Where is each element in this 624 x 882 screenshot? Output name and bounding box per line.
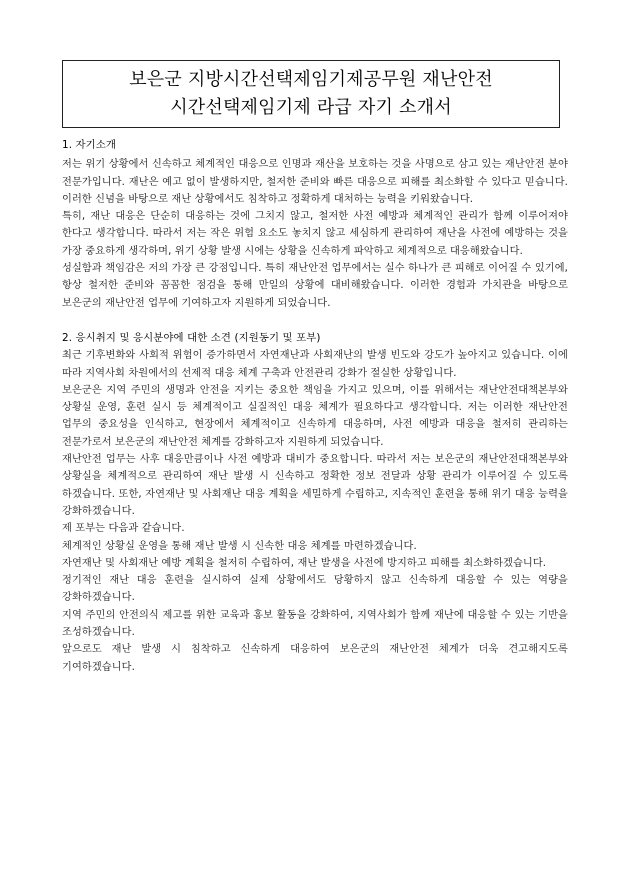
document-title-line-2: 시간선택제임기제 라급 자기 소개서 [170, 97, 452, 118]
paragraph: 자연재난 및 사회재난 예방 계획을 철저히 수립하여, 재난 발생을 사전에 방지하고 피해를 최소화하겠습니다. [62, 557, 547, 569]
paragraph: 재난안전 업무는 사후 대응만큼이나 사전 예방과 대비가 중요합니다. 따라서 저는 보은군의 재난안전대책본부와 상황실을 체계적으로 관리하여 재난 발생 시 신속하고 정확한 정보 전달과 상황 관리가 이루어질 수 있도록 하겠습니다. 또한, 자연재난 및 사회재난 대응 계획을 세밀하게 수립하고, 지속적인 훈련을 통해 위기 대응 능력을 강화하겠습니다. [62, 454, 568, 517]
paragraph: 저는 위기 상황에서 신속하고 체계적인 대응으로 인명과 재산을 보호하는 것을 사명으로 삼고 있는 재난안전 분야 전문가입니다. 재난은 예고 없이 발생하지만, 철저한 준비와 빠른 대응으로 피해를 최소화할 수 있다고 믿습니다. 이러한 신념을 바탕으로 재난 상황에서도 침착하고 정확하게 대처하는 능력을 키워왔습니다. [62, 159, 568, 205]
paragraph: 보은군은 지역 주민의 생명과 안전을 지키는 중요한 책임을 가지고 있으며, 이를 위해서는 재난안전대책본부와 상황실 운영, 훈련 실시 등 체계적이고 실질적인 대응 체계가 필요하다고 생각합니다. 저는 이러한 재난안전 업무의 중요성을 인식하고, 현장에서 체계적이고 신속하게 대응하며, 사전 예방과 대응을 철저히 관리하는 전문가로서 보은군의 재난안전 체계를 강화하고자 지원하게 되었습니다. [62, 384, 568, 448]
paragraph: 앞으로도 재난 발생 시 침착하고 신속하게 대응하여 보은군의 재난안전 체계가 더욱 견고해지도록 기여하겠습니다. [62, 644, 568, 673]
section-motivation [62, 330, 568, 676]
title-box [62, 60, 560, 128]
section-heading: 2. 응시취지 및 응시분야에 대한 소견 (지원동기 및 포부) [62, 331, 321, 344]
paragraph: 지역 주민의 안전의식 제고를 위한 교육과 홍보 활동을 강화하여, 지역사회가 함께 재난에 대응할 수 있는 기반을 조성하겠습니다. [62, 609, 568, 639]
paragraph: 특히, 재난 대응은 단순히 대응하는 것에 그치지 않고, 철저한 사전 예방과 체계적인 관리가 함께 이루어져야 한다고 생각합니다. 따라서 저는 작은 위험 요소도 놓치지 않고 세심하게 관리하여 재난을 사전에 예방하는 것을 가장 중요하게 생각하며, 위기 상황 발생 시에는 상황을 신속하게 파악하고 체계적으로 대응해왔습니다. [62, 211, 568, 257]
paragraph: 체계적인 상황실 운영을 통해 재난 발생 시 신속한 대응 체계를 마련하겠습니다. [62, 540, 417, 552]
document-title-line-1: 보은군 지방시간선택제임기제공무원 재난안전 [129, 69, 493, 90]
paragraph: 최근 기후변화와 사회적 위험이 증가하면서 자연재난과 사회재난의 발생 빈도와 강도가 높아지고 있습니다. 이에 따라 지역사회 차원에서의 선제적 대응 체계 구축과 안전관리 강화가 절실한 상황입니다. [62, 350, 568, 379]
section-heading: 1. 자기소개 [62, 139, 117, 151]
section-spacer [62, 312, 568, 330]
paragraph: 정기적인 재난 대응 훈련을 실시하여 실제 상황에서도 당황하지 않고 신속하게 대응할 수 있는 역량을 강화하겠습니다. [62, 575, 568, 604]
document-body [62, 137, 568, 676]
paragraph: 성실함과 책임감은 저의 가장 큰 강점입니다. 특히 재난안전 업무에서는 실수 하나가 큰 피해로 이어질 수 있기에, 항상 철저한 준비와 꼼꼼한 점검을 통해 만일의 상황에 대비해왔습니다. 이러한 경험과 가치관을 바탕으로 보은군의 재난안전 업무에 기여하고자 지원하게 되었습니다. [62, 263, 568, 309]
section-self-introduction [62, 137, 568, 312]
paragraph: 제 포부는 다음과 같습니다. [62, 523, 185, 535]
